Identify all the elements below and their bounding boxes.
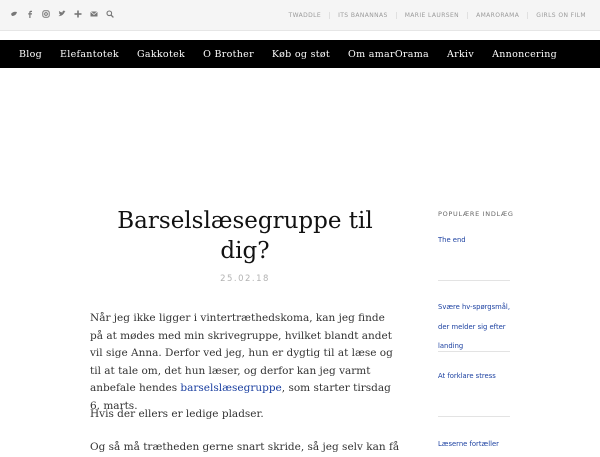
- sidebar-link-the-end[interactable]: The end: [438, 236, 466, 244]
- sidebar-link-laeserne-fortaeller[interactable]: Læserne fortæller: [438, 440, 499, 448]
- article-title[interactable]: Barselslæsegruppe til dig?: [117, 208, 373, 264]
- article-date: 25.02.18: [220, 274, 270, 284]
- sidebar-divider: [438, 351, 510, 352]
- paragraph-text: Når jeg ikke ligger i vintertræthedskoma, kan jeg finde på at mødes med min skrivegruppe, hvilket blandt andet vil sige Anna. Derfor ved jeg, hun er dygtig til at læse og til at tale om, det hun læser, og derfor kan jeg varmt anbefale hendes: [90, 312, 393, 394]
- top-bar: [0, 0, 600, 31]
- facebook-icon[interactable]: [26, 10, 34, 20]
- nav-item-blog[interactable]: Blog: [19, 48, 43, 60]
- sidebar-divider: [438, 280, 510, 281]
- top-links: [281, 0, 595, 30]
- sidebar-item: [438, 363, 514, 383]
- sidebar-item: [438, 431, 514, 451]
- barselslaesegruppe-link[interactable]: barselslæsegruppe: [180, 382, 282, 394]
- nav-item-arkiv[interactable]: Arkiv: [447, 48, 475, 60]
- sidebar-divider: [438, 416, 510, 417]
- paragraph-text: , som starter tirsdag 6. marts.: [90, 382, 391, 412]
- mail-icon[interactable]: [90, 10, 98, 20]
- toplink-its-banannas[interactable]: ITS BANANNAS: [329, 12, 396, 19]
- nav-item-elefantotek[interactable]: Elefantotek: [60, 48, 119, 60]
- sidebar-heading: POPULÆRE INDLÆG: [438, 210, 514, 218]
- nav-item-annoncering[interactable]: Annoncering: [492, 48, 558, 60]
- article-paragraph: [90, 310, 400, 415]
- article-paragraph: Hvis der ellers er ledige pladser.: [90, 408, 264, 420]
- toplink-amarorama[interactable]: AMARORAMA: [467, 12, 527, 19]
- nav-item-kob-og-stot[interactable]: Køb og støt: [271, 48, 331, 60]
- article: [90, 206, 400, 453]
- nav-item-o-brother[interactable]: O Brother: [203, 48, 254, 60]
- twitter-bird-icon[interactable]: [10, 10, 18, 20]
- twitter-icon[interactable]: [58, 10, 66, 20]
- toplink-girls-on-film[interactable]: GIRLS ON FILM: [527, 12, 594, 19]
- toplink-twaddle[interactable]: TWADDLE: [288, 11, 322, 19]
- sidebar-item: [438, 294, 514, 353]
- plus-icon[interactable]: [74, 10, 82, 20]
- main-nav: [0, 40, 600, 68]
- article-paragraph: Og så må trætheden gerne snart skride, så jeg selv kan få: [90, 441, 400, 453]
- nav-item-om-amarorama[interactable]: Om amarOrama: [348, 48, 429, 60]
- nav-item-gakkotek[interactable]: Gakkotek: [136, 48, 186, 60]
- search-icon[interactable]: [106, 10, 114, 20]
- sidebar-item: [438, 227, 514, 247]
- social-icons: [10, 0, 114, 30]
- toplink-marie-laursen[interactable]: MARIE LAURSEN: [396, 12, 467, 19]
- instagram-icon[interactable]: [42, 10, 50, 20]
- sidebar-link-svaere-hv-spoergsmaal[interactable]: Svære hv-spørgsmål, der melder sig efter landing: [438, 303, 510, 350]
- sidebar-link-at-forklare-stress[interactable]: At forklare stress: [438, 372, 496, 380]
